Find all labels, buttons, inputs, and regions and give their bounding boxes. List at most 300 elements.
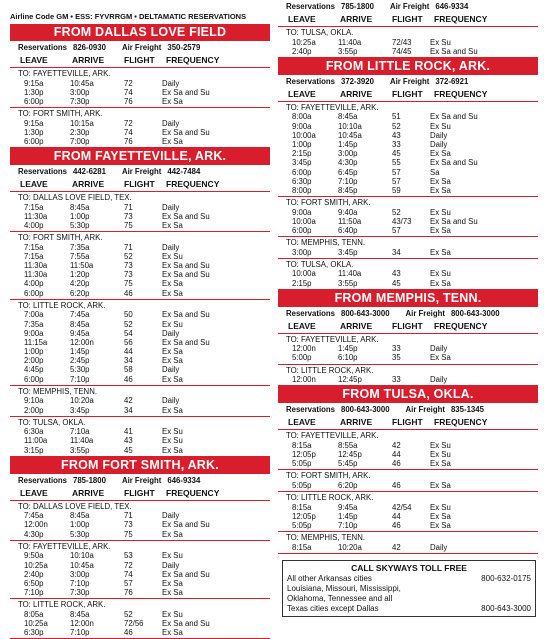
frequency: Ex Sa: [162, 288, 183, 298]
header-frequency: FREQUENCY: [166, 179, 220, 190]
arrive-time: 1:45p: [338, 511, 358, 521]
flight-number: 52: [124, 319, 133, 329]
flight-number: 44: [124, 347, 133, 357]
section-from-little-rock: [278, 58, 538, 290]
header-leave: LEAVE: [288, 417, 316, 428]
leave-time: 2:15p: [292, 149, 312, 159]
frequency: Ex Sa and Su: [162, 618, 210, 628]
destination-group: [10, 192, 270, 232]
frequency: Daily: [162, 396, 180, 406]
frequency: Ex Sa: [430, 247, 451, 257]
destination-label: TO: FAYETTEVILLE, ARK.: [18, 69, 111, 78]
section-header: FROM LITTLE ROCK, ARK.: [278, 58, 538, 75]
arrive-time: 7:10p: [70, 578, 90, 588]
leave-time: 4:45p: [24, 365, 44, 375]
arrive-time: 11:40a: [70, 436, 94, 446]
header-leave: LEAVE: [288, 320, 316, 331]
arrive-time: 3:00p: [338, 149, 358, 159]
reservations-label: Reservations: [286, 2, 335, 11]
leave-time: 5:05p: [292, 459, 312, 469]
frequency: Daily: [430, 375, 448, 385]
section-from-memphis: [278, 290, 538, 387]
arrive-time: 8:45a: [70, 511, 90, 521]
frequency: Ex Sa: [430, 353, 451, 363]
frequency: Ex Sa: [162, 588, 183, 598]
column-headers: [278, 416, 538, 430]
leave-time: 2:00p: [24, 356, 44, 366]
reservations-line: [278, 403, 538, 416]
header-flight: FLIGHT: [392, 320, 423, 331]
destination-label: TO: FAYETTEVILLE, ARK.: [286, 431, 379, 441]
header-flight: FLIGHT: [392, 88, 423, 99]
flight-row: [10, 347, 270, 356]
destination-group: [278, 27, 538, 58]
flight-row: [10, 203, 270, 212]
leave-time: 7:15a: [24, 251, 44, 261]
flight-row: [10, 289, 270, 298]
arrive-time: 3:00p: [70, 569, 90, 579]
leave-time: 10:25a: [292, 37, 316, 47]
air-freight-label: Air Freight: [405, 405, 445, 415]
leave-time: 7:35a: [24, 319, 44, 329]
leave-time: 1:30p: [24, 127, 44, 137]
arrive-time: 4:30p: [338, 158, 358, 168]
flight-number: 53: [124, 551, 133, 561]
flight-row: [278, 226, 538, 235]
flight-row: [278, 122, 538, 131]
destination-group: [10, 501, 270, 541]
column-headers: [278, 320, 538, 334]
flight-row: [10, 406, 270, 415]
frequency: Ex Sa: [162, 529, 183, 539]
flight-row: [10, 97, 270, 106]
destination-label: TO: LITTLE ROCK, ARK.: [18, 300, 106, 310]
column-headers: [10, 178, 270, 192]
flight-number: 71: [124, 202, 133, 212]
frequency: Ex Sa: [430, 176, 451, 186]
leave-time: 11:00a: [24, 436, 48, 446]
flight-number: 44: [392, 449, 401, 459]
flight-row: [278, 208, 538, 217]
leave-time: 7:00a: [24, 310, 44, 320]
arrive-time: 3:45p: [70, 405, 90, 415]
arrive-time: 8:45a: [70, 319, 90, 329]
arrive-time: 9:45a: [338, 502, 358, 512]
leave-time: 7:15a: [24, 242, 44, 252]
arrive-time: 9:40a: [338, 207, 358, 217]
frequency: Ex Sa: [162, 445, 183, 455]
flight-row: [10, 279, 270, 288]
flight-number: 72: [124, 560, 133, 570]
frequency: Daily: [162, 560, 180, 570]
destination-label: TO: FAYETTEVILLE, ARK.: [286, 334, 379, 344]
header-frequency: FREQUENCY: [166, 487, 220, 498]
flight-row: [278, 131, 538, 140]
leave-time: 6:30p: [24, 628, 44, 638]
leave-time: 9:50a: [24, 551, 44, 561]
toll-free-title: CALL SKYWAYS TOLL FREE: [351, 562, 467, 573]
leave-time: 4:30p: [24, 529, 44, 539]
arrive-time: 12:45p: [338, 375, 362, 385]
reservations-line: [10, 165, 270, 178]
flight-number: 72: [124, 118, 133, 128]
frequency: Ex Sa and Su: [162, 270, 210, 280]
header-leave: LEAVE: [288, 14, 316, 24]
frequency: Ex Su: [430, 207, 451, 217]
flight-number: 57: [124, 578, 133, 588]
leave-time: 8:05a: [24, 609, 44, 619]
leave-time: 5:00p: [292, 353, 312, 363]
leave-time: 6:30a: [24, 427, 44, 437]
leave-time: 12:00n: [292, 344, 316, 354]
destination-group: [10, 232, 270, 300]
leave-time: 1:00p: [24, 347, 44, 357]
flight-row: [278, 344, 538, 353]
frequency: Ex Sa: [162, 96, 183, 106]
flight-number: 59: [392, 185, 401, 195]
flight-number: 73: [124, 520, 133, 530]
column-headers: [278, 88, 538, 102]
flight-number: 42/54: [392, 502, 412, 512]
leave-time: 8:15a: [292, 440, 312, 450]
flight-number: 75: [124, 221, 133, 230]
destination-label: TO: TULSA, OKLA.: [18, 417, 86, 427]
flight-number: 43: [392, 269, 401, 279]
flight-row: [10, 252, 270, 261]
flight-row: [278, 149, 538, 158]
header-frequency: FREQUENCY: [434, 320, 488, 331]
flight-row: [10, 570, 270, 579]
toll-free-line: Texas cities except Dallas: [287, 603, 379, 613]
frequency: Ex Su: [430, 440, 451, 450]
frequency: Ex Sa: [430, 480, 451, 490]
arrive-time: 10:10a: [70, 551, 94, 561]
arrive-time: 9:45a: [70, 328, 90, 338]
header-leave: LEAVE: [20, 179, 48, 190]
arrive-time: 8:45a: [338, 112, 358, 122]
header-arrive: ARRIVE: [340, 14, 373, 24]
destination-group: [10, 68, 270, 108]
flight-row: [10, 579, 270, 588]
frequency: Ex Sa: [162, 279, 183, 289]
flight-row: [10, 128, 270, 137]
frequency: Ex Sa: [430, 278, 451, 288]
header-arrive: ARRIVE: [72, 487, 105, 498]
column-headers: [278, 13, 538, 27]
reservations-label: Reservations: [18, 167, 67, 177]
arrive-time: 3:55p: [70, 445, 90, 455]
leave-time: 3:00p: [292, 247, 312, 257]
flight-number: 57: [392, 225, 401, 235]
flight-row: [10, 619, 270, 628]
frequency: Ex Su: [162, 609, 183, 619]
air-freight-number: 646-9334: [167, 475, 201, 485]
air-freight-number: 800-643-3000: [450, 308, 500, 318]
flight-number: 75: [124, 279, 133, 289]
frequency: Ex Sa and Su: [430, 216, 478, 226]
section-fort-smith-continued: [278, 0, 538, 58]
frequency: Daily: [162, 511, 180, 521]
destination-group: [10, 386, 270, 417]
frequency: Ex Su: [162, 436, 183, 446]
frequency: Sa: [430, 167, 440, 177]
arrive-time: 6:45p: [338, 167, 358, 177]
destination-group: [278, 237, 538, 259]
flight-row: [10, 310, 270, 319]
leave-time: 2:00p: [24, 405, 44, 415]
flight-row: [10, 551, 270, 560]
leave-time: 2:15p: [292, 278, 312, 288]
frequency: Ex Sa and Su: [162, 520, 210, 530]
header-frequency: FREQUENCY: [434, 88, 488, 99]
reservations-number: 372-3920: [340, 76, 374, 86]
reservations-label: Reservations: [286, 308, 335, 318]
toll-free-box: [282, 560, 536, 617]
arrive-time: 7:10a: [70, 427, 90, 437]
flight-number: 43: [124, 436, 133, 446]
leave-time: 3:15p: [24, 445, 44, 455]
flight-number: 33: [392, 344, 401, 354]
flight-number: 57: [392, 167, 401, 177]
leave-time: 10:00a: [292, 269, 316, 279]
reservations-number: 800-643-3000: [340, 405, 390, 415]
header-frequency: FREQUENCY: [434, 417, 488, 428]
destination-group: [278, 430, 538, 470]
arrive-time: 12:00n: [70, 618, 94, 628]
leave-time: 2:40p: [292, 46, 312, 56]
destination-group: [278, 532, 538, 554]
arrive-time: 11:50a: [338, 216, 362, 226]
reservations-line: [278, 0, 538, 13]
section-header: FROM FAYETTEVILLE, ARK.: [10, 148, 270, 165]
flight-number: 50: [124, 310, 133, 320]
frequency: Ex Sa and Su: [162, 310, 210, 320]
flight-row: [278, 450, 538, 459]
destination-group: [278, 259, 538, 290]
air-freight-number: 835-1345: [450, 405, 484, 415]
flight-row: [278, 481, 538, 490]
flight-number: 43: [392, 130, 401, 140]
leave-time: 8:15a: [292, 542, 312, 552]
frequency: Daily: [430, 344, 448, 354]
header-leave: LEAVE: [288, 88, 316, 99]
flight-number: 72: [124, 78, 133, 88]
frequency: Ex Su: [430, 449, 451, 459]
flight-row: [10, 221, 270, 230]
header-flight: FLIGHT: [392, 14, 423, 24]
reservations-number: 785-1800: [72, 475, 106, 485]
header-leave: LEAVE: [20, 55, 48, 65]
arrive-time: 10:45a: [338, 130, 362, 140]
header-frequency: FREQUENCY: [166, 55, 220, 65]
flight-row: [278, 441, 538, 450]
frequency: Daily: [430, 130, 448, 140]
flight-row: [278, 353, 538, 362]
arrive-time: 8:45a: [70, 202, 90, 212]
frequency: Ex Su: [162, 319, 183, 329]
destination-group: [10, 417, 270, 457]
destination-group: [278, 492, 538, 532]
arrive-time: 1:00p: [70, 211, 90, 221]
reservations-line: [278, 307, 538, 320]
arrive-time: 12:00n: [70, 337, 94, 347]
air-freight-label: Air Freight: [389, 2, 430, 11]
frequency: Daily: [162, 78, 180, 88]
leave-time: 11:30a: [24, 261, 48, 271]
air-freight-number: 646-9334: [435, 2, 469, 11]
header-frequency: FREQUENCY: [434, 14, 488, 24]
destination-label: TO: MEMPHIS, TENN.: [18, 386, 97, 396]
arrive-time: 7:10p: [338, 176, 358, 186]
destination-group: [10, 541, 270, 599]
header-arrive: ARRIVE: [340, 417, 373, 428]
flight-number: 45: [392, 149, 401, 159]
leave-time: 10:25a: [24, 618, 48, 628]
arrive-time: 7:55a: [70, 251, 90, 261]
frequency: Ex Su: [430, 269, 451, 279]
flight-number: 76: [124, 96, 133, 106]
flight-number: 42: [392, 440, 401, 450]
arrive-time: 10:20a: [338, 542, 362, 552]
flight-row: [278, 186, 538, 195]
flight-number: 55: [392, 158, 401, 168]
arrive-time: 11:40a: [338, 269, 362, 279]
header-arrive: ARRIVE: [340, 88, 373, 99]
destination-label: TO: LITTLE ROCK, ARK.: [18, 600, 106, 610]
leave-time: 4:00p: [24, 279, 44, 289]
flight-number: 34: [392, 247, 401, 257]
reservations-label: Reservations: [286, 405, 335, 415]
header-leave: LEAVE: [20, 487, 48, 498]
leave-time: 12:05p: [292, 511, 316, 521]
destination-group: [278, 365, 538, 387]
header-flight: FLIGHT: [124, 55, 155, 65]
flight-number: 52: [124, 251, 133, 261]
flight-number: 72/56: [124, 618, 144, 628]
air-freight-label: Air Freight: [389, 76, 430, 86]
flight-number: 33: [392, 375, 401, 385]
header-flight: FLIGHT: [124, 179, 155, 190]
arrive-time: 7:30p: [70, 588, 90, 598]
frequency: Ex Sa: [430, 185, 451, 195]
arrive-time: 7:35a: [70, 242, 90, 252]
arrive-time: 7:30p: [70, 96, 90, 106]
destination-group: [10, 599, 270, 639]
flight-row: [10, 628, 270, 637]
flight-number: 74/45: [392, 46, 412, 56]
flight-number: 42: [392, 542, 401, 552]
flight-row: [10, 588, 270, 597]
frequency: Ex Sa: [430, 225, 451, 235]
arrive-time: 8:55a: [338, 440, 358, 450]
flight-number: 46: [392, 520, 401, 530]
frequency: Daily: [162, 118, 180, 128]
flight-number: 76: [124, 136, 133, 146]
flight-row: [10, 338, 270, 347]
section-from-dallas: [10, 24, 270, 148]
frequency: Daily: [162, 202, 180, 212]
toll-free-line: All other Arkansas cities: [287, 573, 372, 583]
leave-time: 12:00n: [292, 375, 316, 385]
leave-time: 7:10p: [24, 588, 44, 598]
flight-row: [278, 112, 538, 121]
reservations-line: [10, 474, 270, 487]
section-from-fort-smith: [10, 457, 270, 639]
section-header: FROM TULSA, OKLA.: [278, 386, 538, 403]
flight-number: 73: [124, 261, 133, 271]
flight-row: [10, 212, 270, 221]
frequency: Ex Su: [430, 502, 451, 512]
frequency: Ex Sa: [162, 628, 183, 638]
reservations-label: Reservations: [286, 76, 335, 86]
destination-label: TO: TULSA, OKLA.: [286, 259, 354, 269]
flight-number: 72/43: [392, 37, 412, 47]
destination-label: TO: FAYETTEVILLE, ARK.: [286, 102, 379, 112]
destination-group: [278, 197, 538, 237]
flight-number: 42: [124, 396, 133, 406]
frequency: Ex Sa and Su: [430, 112, 478, 122]
frequency: Daily: [162, 328, 180, 338]
arrive-time: 5:30p: [70, 365, 90, 375]
leave-time: 6:00p: [24, 288, 44, 298]
flight-row: [278, 269, 538, 278]
air-freight-number: 442-7484: [167, 167, 201, 177]
frequency: Ex Su: [162, 251, 183, 261]
flight-number: 71: [124, 242, 133, 252]
leave-time: 7:45a: [24, 511, 44, 521]
arrive-time: 7:00p: [70, 136, 90, 146]
flight-number: 52: [392, 207, 401, 217]
frequency: Ex Su: [162, 551, 183, 561]
flight-row: [278, 543, 538, 552]
leave-time: 11:15a: [24, 337, 48, 347]
flight-row: [278, 248, 538, 257]
arrive-time: 5:45p: [338, 459, 358, 469]
flight-row: [278, 503, 538, 512]
flight-row: [10, 530, 270, 539]
flight-number: 46: [124, 374, 133, 384]
flight-row: [10, 137, 270, 146]
frequency: Ex Sa and Su: [162, 211, 210, 221]
arrive-time: 10:45a: [70, 78, 94, 88]
flight-number: 58: [124, 365, 133, 375]
flight-row: [278, 47, 538, 56]
flight-number: 34: [124, 356, 133, 366]
section-header: FROM FORT SMITH, ARK.: [10, 457, 270, 474]
air-freight-label: Air Freight: [121, 43, 162, 52]
leave-time: 10:25a: [24, 560, 48, 570]
leave-time: 8:00a: [292, 112, 312, 122]
flight-number: 43/73: [392, 216, 412, 226]
frequency: Ex Sa: [430, 511, 451, 521]
flight-number: 74: [124, 127, 133, 137]
destination-label: TO: FAYETTEVILLE, ARK.: [18, 541, 111, 551]
reservations-number: 785-1800: [340, 2, 374, 11]
leave-time: 1:30p: [24, 87, 44, 97]
arrive-time: 6:10p: [338, 353, 358, 363]
header-arrive: ARRIVE: [72, 179, 105, 190]
leave-time: 6:00p: [292, 225, 312, 235]
frequency: Ex Sa: [430, 520, 451, 530]
flight-row: [10, 329, 270, 338]
frequency: Ex Sa: [162, 578, 183, 588]
flight-number: 56: [124, 337, 133, 347]
section-header: FROM DALLAS LOVE FIELD: [10, 24, 270, 41]
flight-row: [10, 520, 270, 529]
flight-row: [10, 261, 270, 270]
destination-group: [10, 108, 270, 148]
destination-label: TO: DALLAS LOVE FIELD, TEX.: [18, 193, 132, 203]
